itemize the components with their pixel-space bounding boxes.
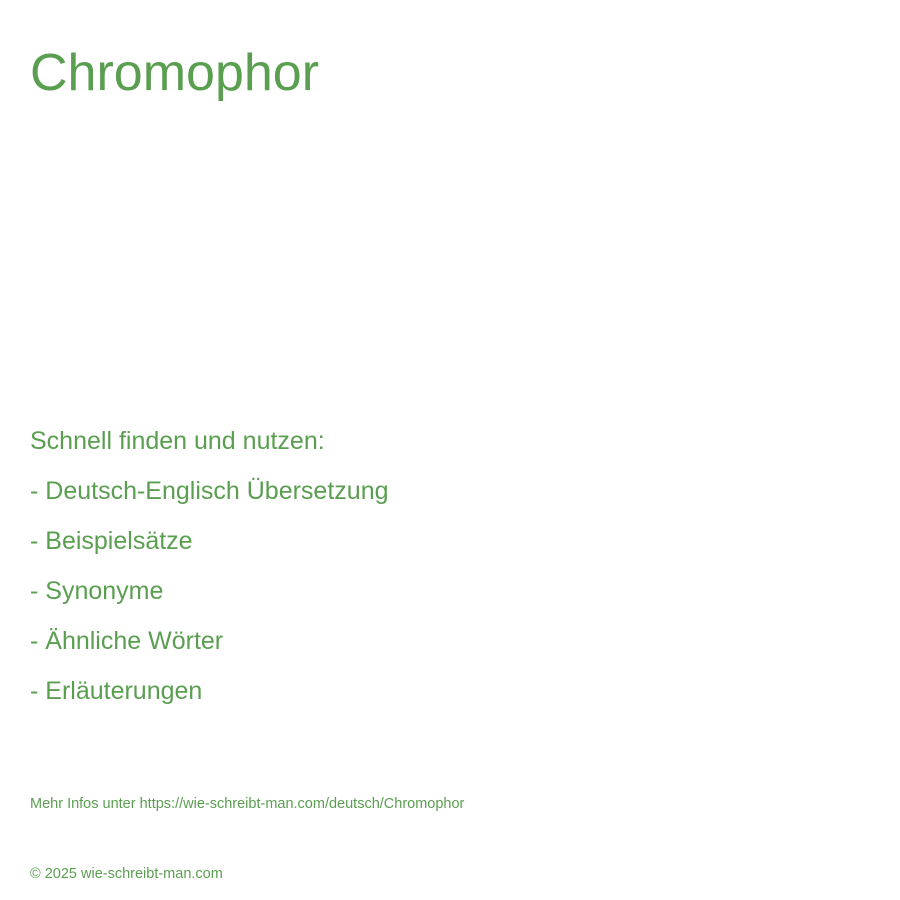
copyright-text: © 2025 wie-schreibt-man.com	[30, 866, 223, 882]
feature-item-examples: - Beispielsätze	[30, 527, 193, 555]
page-title: Chromophor	[30, 44, 320, 102]
feature-item-translation: - Deutsch-Englisch Übersetzung	[30, 477, 389, 505]
feature-item-similar-words: - Ähnliche Wörter	[30, 627, 224, 655]
feature-item-explanations: - Erläuterungen	[30, 677, 203, 705]
feature-list	[30, 421, 389, 721]
more-info-text: Mehr Infos unter https://wie-schreibt-man.com/deutsch/Chromophor	[30, 796, 465, 812]
feature-list-heading: Schnell finden und nutzen:	[30, 427, 325, 455]
feature-item-synonyms: - Synonyme	[30, 577, 164, 605]
